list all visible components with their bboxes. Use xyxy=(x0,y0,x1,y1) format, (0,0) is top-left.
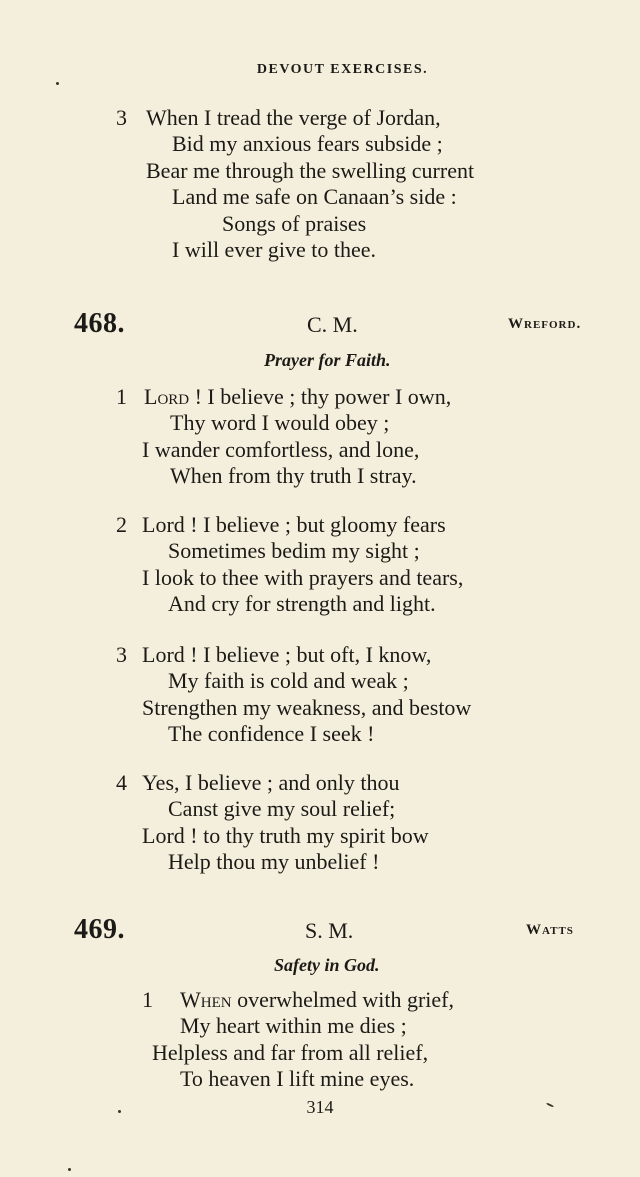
verse-line: Sometimes bedim my sight ; xyxy=(168,538,420,563)
hymn-number: 468. xyxy=(74,308,125,339)
page-number: 314 xyxy=(306,1097,334,1117)
stanza-number: 1 xyxy=(142,987,153,1012)
initial-word: Lord xyxy=(144,384,190,409)
initial-word: When xyxy=(180,987,232,1012)
verse-line: To heaven I lift mine eyes. xyxy=(180,1066,415,1091)
verse-line: I look to thee with prayers and tears, xyxy=(142,565,464,590)
running-header: DEVOUT EXERCISES. xyxy=(256,62,429,77)
verse-text: ! I believe ; thy power I own, xyxy=(189,384,452,409)
verse-line: Bear me through the swelling current xyxy=(146,158,475,183)
hymn-number: 469. xyxy=(74,914,125,945)
verse-line: Strengthen my weakness, and bestow xyxy=(142,695,472,720)
verse-line: When I tread the verge of Jordan, xyxy=(146,105,441,130)
stanza-number: 1 xyxy=(116,384,127,409)
verse-line: Help thou my unbelief ! xyxy=(168,849,380,874)
verse-line: Bid my anxious fears subside ; xyxy=(172,131,443,156)
verse-line xyxy=(144,384,451,410)
tune-name: Wreford. xyxy=(508,316,582,332)
verse-line: Lord ! I believe ; but gloomy fears xyxy=(142,512,446,537)
stanza-number: 4 xyxy=(116,770,127,795)
print-speck xyxy=(56,82,59,85)
verse-line: When from thy truth I stray. xyxy=(170,463,417,488)
verse-line: I will ever give to thee. xyxy=(172,237,377,262)
verse-line xyxy=(180,987,454,1013)
verse-line: My heart within me dies ; xyxy=(180,1013,407,1038)
hymn-meter: S. M. xyxy=(305,918,354,943)
verse-line: Thy word I would obey ; xyxy=(170,410,390,435)
hymn-title: Prayer for Faith. xyxy=(264,350,391,370)
verse-line: And cry for strength and light. xyxy=(168,591,436,616)
verse-text: overwhelmed with grief, xyxy=(231,987,454,1012)
verse-line: The confidence I seek ! xyxy=(168,721,375,746)
verse-line: My faith is cold and weak ; xyxy=(168,668,409,693)
stanza-number: 2 xyxy=(116,512,127,537)
hymn-title: Safety in God. xyxy=(274,955,380,975)
hymn-meter: C. M. xyxy=(307,312,358,337)
verse-line: Land me safe on Canaan’s side : xyxy=(172,184,457,209)
verse-line: Lord ! to thy truth my spirit bow xyxy=(142,823,429,848)
stanza-number: 3 xyxy=(116,105,127,130)
stanza-number: 3 xyxy=(116,642,127,667)
tune-name: Watts xyxy=(526,922,574,938)
verse-line: Songs of praises xyxy=(222,211,367,236)
verse-line: Canst give my soul relief; xyxy=(168,796,396,821)
print-speck xyxy=(68,1168,71,1171)
verse-line: Yes, I believe ; and only thou xyxy=(142,770,400,795)
verse-line: Lord ! I believe ; but oft, I know, xyxy=(142,642,432,667)
verse-line: Helpless and far from all relief, xyxy=(152,1040,429,1065)
verse-line: I wander comfortless, and lone, xyxy=(142,437,420,462)
print-speck xyxy=(118,1110,121,1113)
